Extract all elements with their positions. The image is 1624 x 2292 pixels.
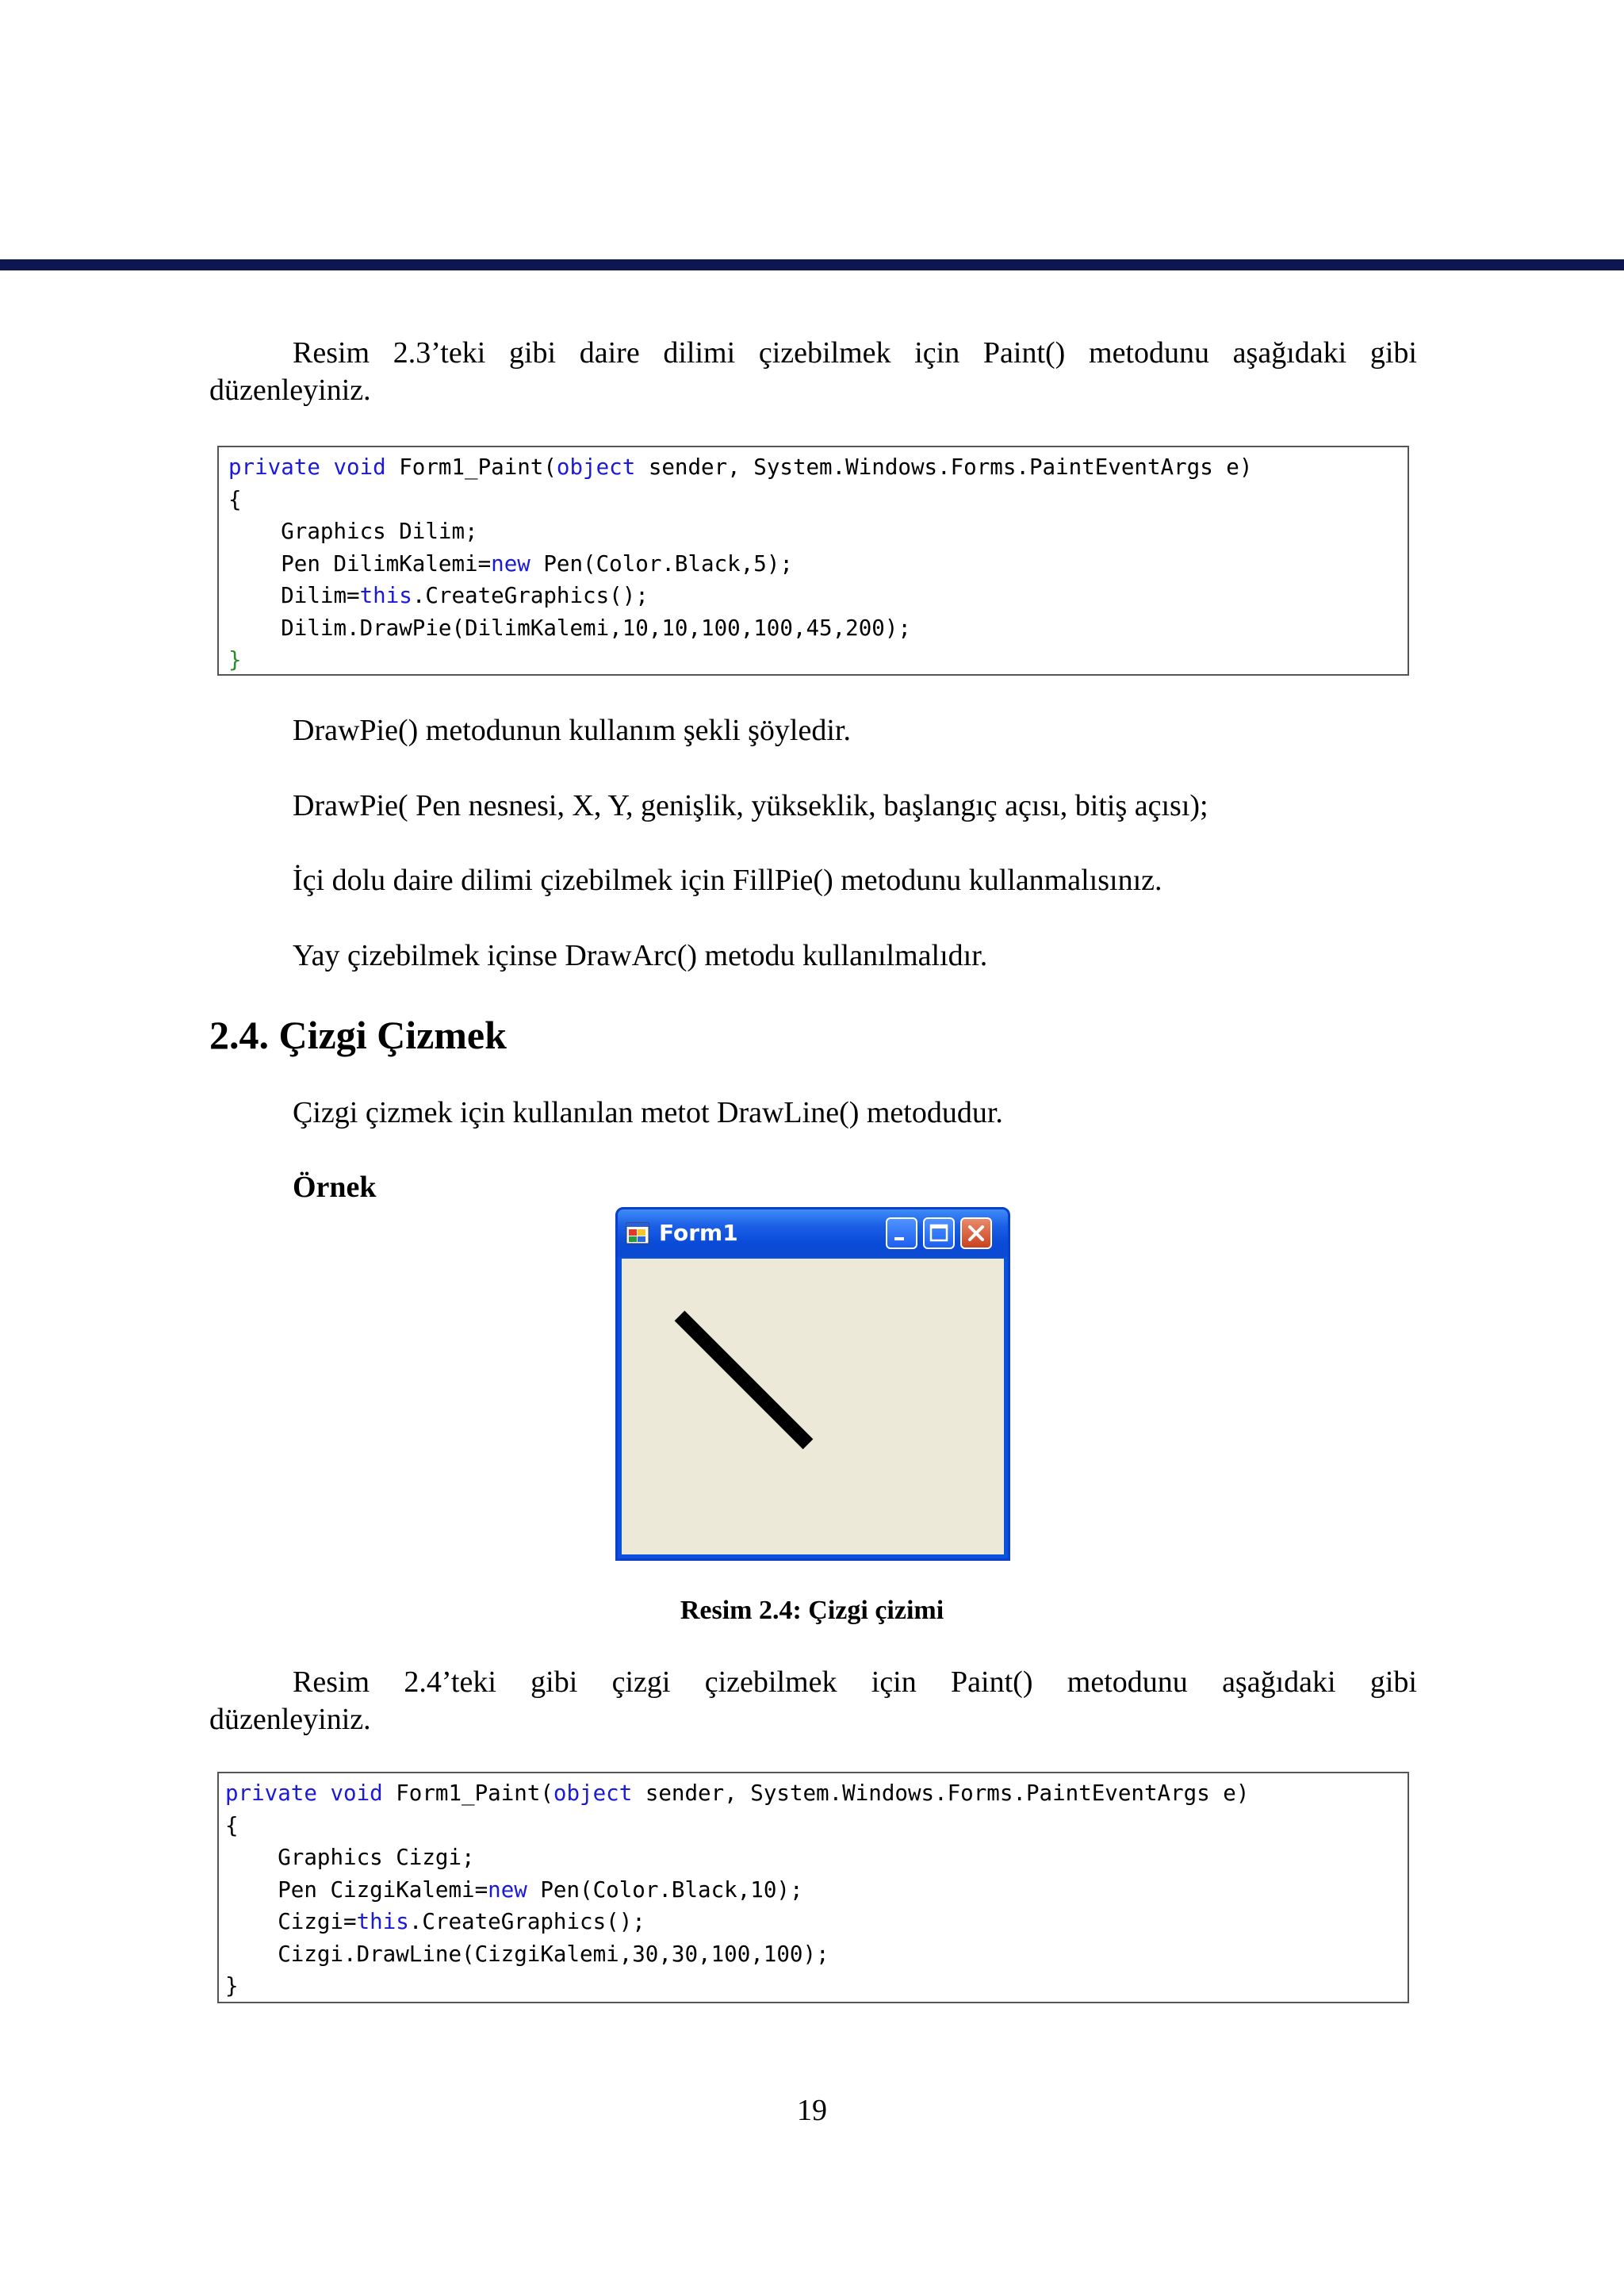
form1-window-figure	[615, 1207, 1010, 1561]
code-block-2-lines	[225, 1777, 1408, 2003]
maximize-button	[923, 1217, 955, 1249]
code-text: Pen(Color.Black,5);	[530, 550, 793, 577]
code-block-2	[217, 1772, 1409, 2003]
code-text: sender, System.Windows.Forms.PaintEventArgs e)	[635, 454, 1253, 480]
code-block-1-lines	[228, 451, 1408, 676]
code-keyword: this	[356, 1909, 409, 1934]
code-text: Graphics Dilim;	[228, 519, 478, 544]
fillpie-note-text: İçi dolu daire dilimi çizebilmek için FillPie() metodunu kullanmalısınız.	[293, 864, 1162, 897]
code-text: Pen DilimKalemi=	[228, 550, 492, 577]
code-keyword: object	[556, 454, 636, 480]
code-text: Graphics Cizgi;	[225, 1845, 475, 1870]
code-text: Pen CizgiKalemi=	[225, 1876, 488, 1903]
code-keyword: this	[359, 583, 412, 608]
code-keyword: new	[488, 1876, 527, 1903]
code-text: }	[228, 647, 242, 673]
drawline-intro-text: Çizgi çizmek için kullanılan metot DrawLine() metodudur.	[293, 1096, 1003, 1129]
code-text: Cizgi.DrawLine(CizgiKalemi,30,30,100,100);	[225, 1941, 829, 1967]
code-text: Cizgi=	[225, 1909, 357, 1934]
code-text: Pen(Color.Black,10);	[527, 1876, 803, 1903]
code-line	[225, 1874, 1408, 1907]
code-line	[228, 484, 1408, 516]
intro-paragraph-line1: Resim 2.3’teki gibi daire dilimi çizebilmek için Paint() metodunu aşağıdaki gibi	[293, 336, 1417, 370]
code-line	[225, 1906, 1408, 1938]
code-block-1	[217, 446, 1409, 676]
code-line	[228, 516, 1408, 548]
second-paragraph-line1: Resim 2.4’teki gibi çizgi çizebilmek için Paint() metodunu aşağıdaki gibi	[293, 1665, 1417, 1699]
code-line	[228, 580, 1408, 612]
code-line	[225, 1810, 1408, 1842]
code-line	[228, 644, 1408, 676]
intro-paragraph-line2: düzenleyiniz.	[209, 374, 371, 407]
drawpie-signature-text: DrawPie( Pen nesnesi, X, Y, genişlik, yükseklik, başlangıç açısı, bitiş açısı);	[293, 789, 1208, 822]
code-keyword: new	[491, 550, 530, 577]
figure-caption: Resim 2.4: Çizgi çizimi	[680, 1596, 944, 1625]
header-rule	[0, 259, 1624, 270]
window-title: Form1	[659, 1220, 738, 1246]
window-client-area	[622, 1259, 1004, 1554]
minimize-icon	[887, 1219, 916, 1248]
code-keyword: object	[553, 1780, 633, 1806]
window-titlebar	[618, 1209, 1008, 1257]
app-icon	[626, 1222, 649, 1244]
example-label: Örnek	[293, 1171, 377, 1204]
close-icon	[962, 1219, 990, 1248]
code-line	[225, 1777, 1408, 1810]
maximize-icon	[925, 1219, 953, 1248]
minimize-button	[886, 1217, 917, 1249]
code-text: Dilim.DrawPie(DilimKalemi,10,10,100,100,45,200);	[228, 615, 911, 641]
second-paragraph-line2: düzenleyiniz.	[209, 1703, 371, 1736]
drawpie-usage-text: DrawPie() metodunun kullanım şekli şöyledir.	[293, 714, 851, 747]
code-line	[225, 1970, 1408, 2003]
code-text: Dilim=	[228, 583, 360, 608]
code-line	[228, 451, 1408, 484]
code-line	[225, 1938, 1408, 1971]
code-text: .CreateGraphics();	[408, 1909, 645, 1934]
code-text: {	[225, 1812, 239, 1838]
code-line	[228, 612, 1408, 645]
code-line	[225, 1842, 1408, 1874]
drawarc-note-text: Yay çizebilmek içinse DrawArc() metodu kullanılmalıdır.	[293, 939, 988, 972]
code-text: {	[228, 486, 242, 512]
code-keyword: private void	[225, 1780, 383, 1806]
code-text: .CreateGraphics();	[412, 583, 649, 608]
code-line	[228, 548, 1408, 581]
second-paragraph	[209, 1664, 1417, 1738]
code-text: Form1_Paint(	[385, 454, 557, 480]
drawn-line-canvas	[622, 1259, 1004, 1554]
close-button	[960, 1217, 992, 1249]
code-text: }	[225, 1973, 239, 1999]
code-text: sender, System.Windows.Forms.PaintEventArgs e)	[632, 1780, 1250, 1806]
section-heading: 2.4. Çizgi Çizmek	[209, 1013, 507, 1057]
intro-paragraph	[209, 335, 1417, 409]
code-keyword: private void	[228, 454, 386, 480]
drawn-line	[680, 1316, 808, 1444]
code-text: Form1_Paint(	[382, 1780, 553, 1806]
page-number: 19	[797, 2094, 827, 2127]
